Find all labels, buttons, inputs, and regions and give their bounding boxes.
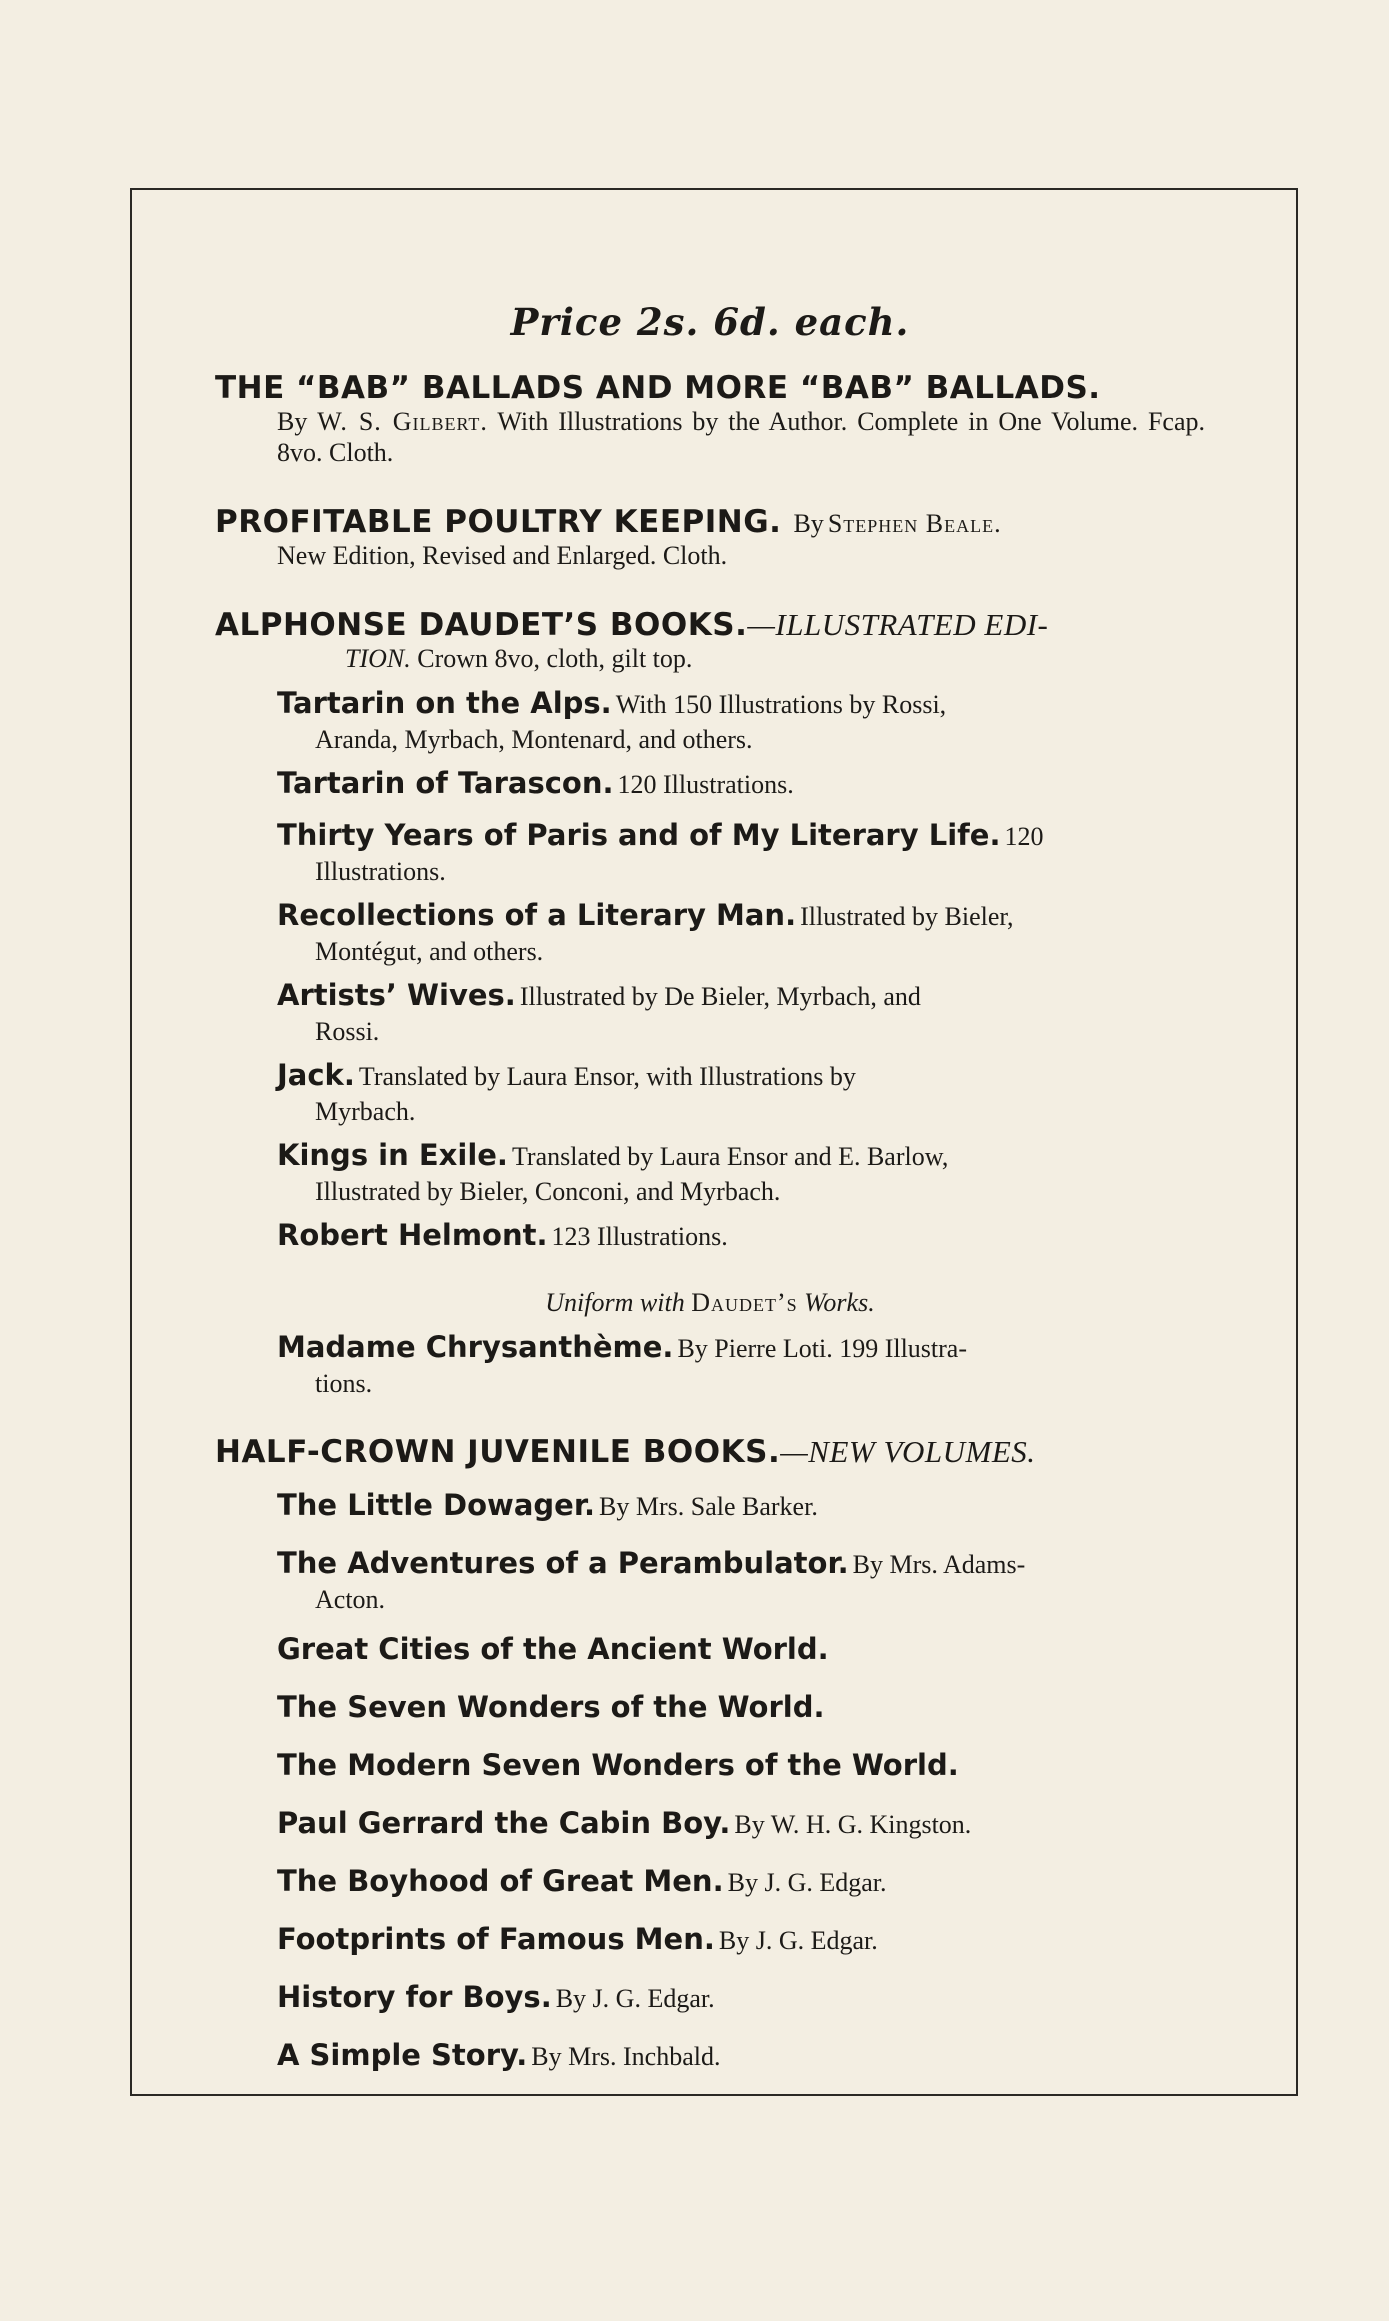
book-description: Translated by Laura Ensor and E. Barlow, xyxy=(511,1142,949,1171)
book-title: Artists’ Wives. xyxy=(277,978,516,1012)
section-description: By W. S. Gilbert. With Illustrations by the Author. Complete in One Volume. Fcap. 8vo. Cloth. xyxy=(277,407,1205,467)
book-description-cont: Illustrated by Bieler, Conconi, and Myrbach. xyxy=(315,1177,781,1206)
book-description: By Pierre Loti. 199 Illustra- xyxy=(677,1334,967,1363)
list-item xyxy=(215,1922,1205,1962)
section-title: HALF-CROWN JUVENILE BOOKS.—NEW VOLUMES. xyxy=(215,1434,1036,1470)
book-title: The Boyhood of Great Men. xyxy=(277,1864,724,1898)
daudet-book-list xyxy=(215,686,1205,1258)
book-description: 120 Illustrations. xyxy=(617,770,794,799)
book-description-cont: Acton. xyxy=(315,1585,386,1614)
book-description: Illustrated by Bieler, xyxy=(800,902,1014,931)
book-description: Translated by Laura Ensor, with Illustrations by xyxy=(358,1062,856,1091)
list-item xyxy=(215,978,1205,1046)
book-description-cont: Aranda, Myrbach, Montenard, and others. xyxy=(315,725,753,754)
section-title: PROFITABLE POULTRY KEEPING. xyxy=(215,504,782,540)
book-description: 123 Illustrations. xyxy=(551,1222,728,1251)
list-item xyxy=(215,1864,1205,1904)
book-title: Tartarin on the Alps. xyxy=(277,686,612,720)
list-item xyxy=(215,1806,1205,1846)
list-item xyxy=(215,766,1205,806)
juvenile-book-list xyxy=(215,1488,1205,2078)
list-item xyxy=(215,1058,1205,1126)
book-title: Madame Chrysanthème. xyxy=(277,1330,674,1364)
book-description: By J. G. Edgar. xyxy=(555,1984,715,2013)
book-title: The Adventures of a Perambulator. xyxy=(277,1546,849,1580)
book-title: The Little Dowager. xyxy=(277,1488,596,1522)
list-item xyxy=(215,1546,1205,1614)
list-item xyxy=(215,1218,1205,1258)
list-item xyxy=(215,1980,1205,2020)
list-item xyxy=(215,1690,1205,1730)
book-description-cont: Rossi. xyxy=(315,1017,380,1046)
list-item xyxy=(215,1632,1205,1672)
book-description: By J. G. Edgar. xyxy=(718,1926,878,1955)
book-title: Jack. xyxy=(277,1058,355,1092)
book-description-cont: tions. xyxy=(315,1369,373,1398)
book-title: History for Boys. xyxy=(277,1980,552,2014)
section-description: TION. Crown 8vo, cloth, gilt top. xyxy=(345,644,693,673)
list-item xyxy=(215,1748,1205,1788)
section-juvenile xyxy=(215,1434,1205,2078)
book-title: Great Cities of the Ancient World. xyxy=(277,1632,829,1666)
list-item xyxy=(215,1330,1205,1398)
price-heading: Price 2s. 6d. each. xyxy=(510,300,910,344)
section-bab-ballads xyxy=(215,370,1205,468)
book-title: Paul Gerrard the Cabin Boy. xyxy=(277,1806,731,1840)
book-title: Kings in Exile. xyxy=(277,1138,508,1172)
book-title: The Seven Wonders of the World. xyxy=(277,1690,825,1724)
section-title: ALPHONSE DAUDET’S BOOKS.—ILLUSTRATED EDI- xyxy=(215,607,1049,643)
list-item xyxy=(215,2038,1205,2078)
book-description-cont: Myrbach. xyxy=(315,1097,416,1126)
list-item xyxy=(215,1488,1205,1528)
book-description: By Mrs. Sale Barker. xyxy=(599,1492,818,1521)
book-description: With 150 Illustrations by Rossi, xyxy=(615,690,947,719)
uniform-note: Uniform with Daudet’s Works. xyxy=(545,1288,875,1317)
book-title: Robert Helmont. xyxy=(277,1218,548,1252)
book-description: Illustrated by De Bieler, Myrbach, and xyxy=(519,982,921,1011)
book-title: The Modern Seven Wonders of the World. xyxy=(277,1748,959,1782)
book-title: Thirty Years of Paris and of My Literary Life. xyxy=(277,818,1001,852)
section-daudet xyxy=(215,607,1205,1398)
section-title: THE “BAB” BALLADS AND MORE “BAB” BALLADS. xyxy=(215,370,1101,406)
catalogue-page xyxy=(215,300,1205,2114)
book-title: A Simple Story. xyxy=(277,2038,528,2072)
book-description: 120 xyxy=(1004,822,1044,851)
book-description: By J. G. Edgar. xyxy=(727,1868,887,1897)
book-title: Recollections of a Literary Man. xyxy=(277,898,797,932)
book-description-cont: Illustrations. xyxy=(315,857,446,886)
book-description: By W. H. G. Kingston. xyxy=(734,1810,972,1839)
section-title-line: PROFITABLE POULTRY KEEPING. By Stephen Beale. xyxy=(215,504,1002,540)
list-item xyxy=(215,686,1205,754)
book-description: By Mrs. Adams- xyxy=(852,1550,1026,1579)
section-poultry xyxy=(215,504,1205,571)
list-item xyxy=(215,818,1205,886)
book-title: Tartarin of Tarascon. xyxy=(277,766,614,800)
book-description-cont: Montégut, and others. xyxy=(315,937,544,966)
section-description: New Edition, Revised and Enlarged. Cloth. xyxy=(277,541,728,570)
book-title: Footprints of Famous Men. xyxy=(277,1922,715,1956)
list-item xyxy=(215,1138,1205,1206)
list-item xyxy=(215,898,1205,966)
book-description: By Mrs. Inchbald. xyxy=(531,2042,721,2071)
